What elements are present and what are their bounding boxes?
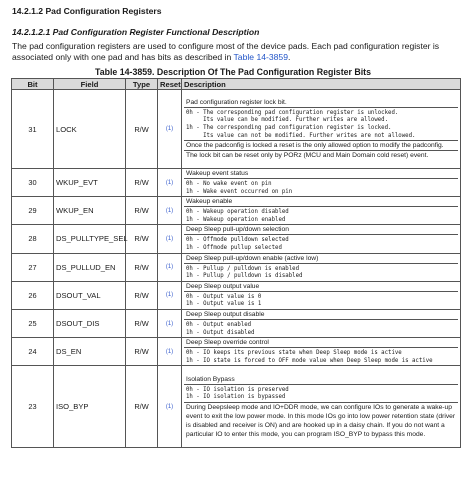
field-name-cell: DSOUT_VAL [54,281,126,309]
intro-paragraph [12,41,458,63]
access-type-cell: R/W [126,90,158,169]
access-type-cell: R/W [126,366,158,448]
bit-number-cell: 27 [12,253,54,281]
description-title: Wakeup enable [184,197,458,207]
subsection-heading: 14.2.1.2.1 Pad Configuration Register Functional Description [12,27,260,37]
value-line: 1h - IO isolation is bypassed [186,394,286,401]
table-caption: Table 14-3859. Description Of The Pad Configuration Register Bits [94,67,371,77]
value-line: 0h - The corresponding pad configuration register is unlocked. [186,109,399,116]
description-cell [182,253,461,281]
description-cell [182,225,461,253]
value-line: 0h - Wakeup operation disabled [186,209,289,216]
table-row [12,225,461,253]
value-line: 1h - Wake event occurred on pin [186,188,293,195]
description-title: Pad configuration register lock bit. [184,98,458,108]
field-name-cell: WKUP_EVT [54,169,126,197]
column-header-reset: Reset [158,79,182,90]
column-header-field: Field [54,79,126,90]
bit-number-cell: 28 [12,225,54,253]
reset-footnote-link[interactable]: (1) [158,225,182,253]
section-heading: 14.2.1.2 Pad Configuration Registers [12,6,162,16]
intro-text: The pad configuration registers are used to configure most of the device pads. Each pad configuration register is associated only with one pad and has bits as described in [12,41,440,62]
value-line: 1h - Output disabled [186,329,255,336]
value-line: 0h - IO isolation is preserved [186,386,289,393]
table-row [12,90,461,169]
description-cell [182,281,461,309]
table-row [12,281,461,309]
description-cell [182,366,461,448]
access-type-cell: R/W [126,225,158,253]
value-line: 0h - Pullup / pulldown is enabled [186,265,299,272]
table-row [12,169,461,197]
value-line: 1h - Pullup / pulldown is disabled [186,273,303,280]
value-line: 0h - IO keeps its previous state when Deep Sleep mode is active [186,350,402,357]
bit-number-cell: 31 [12,90,54,169]
description-note: Once the padconfig is locked a reset is the only allowed option to modify the padconfig. [184,140,458,150]
field-name-cell: DS_EN [54,338,126,366]
reset-footnote-link[interactable]: (1) [158,253,182,281]
description-cell [182,90,461,169]
table-row [12,366,461,448]
description-title: Isolation Bypass [184,375,458,385]
access-type-cell: R/W [126,338,158,366]
table-header-row [12,79,461,90]
value-line: 1h - IO state is forced to OFF mode value when Deep Sleep mode is active [186,357,433,364]
access-type-cell: R/W [126,281,158,309]
field-name-cell: ISO_BYP [54,366,126,448]
column-header-description: Description [182,79,461,90]
field-name-cell: WKUP_EN [54,197,126,225]
description-title: Deep Sleep pull-up/down enable (active low) [184,254,458,264]
value-line: 0h - Output value is 0 [186,293,262,300]
reset-footnote-link[interactable]: (1) [158,169,182,197]
access-type-cell: R/W [126,309,158,337]
description-cell [182,197,461,225]
table-row [12,253,461,281]
column-header-bit: Bit [12,79,54,90]
description-note: The lock bit can be reset only by PORz (MCU and Main Domain cold reset) event. [184,150,458,160]
table-row [12,309,461,337]
bit-number-cell: 26 [12,281,54,309]
table-link[interactable]: Table 14-3859 [233,52,288,62]
reset-footnote-link[interactable]: (1) [158,338,182,366]
value-line: 1h - The corresponding pad configuration register is locked. [186,125,392,131]
description-cell [182,338,461,366]
bit-number-cell: 23 [12,366,54,448]
description-cell [182,169,461,197]
value-line: Its value can not be modified. Further writes are not allowed. [186,132,416,139]
field-name-cell: DS_PULLTYPE_SEL [54,225,126,253]
reset-footnote-link[interactable]: (1) [158,197,182,225]
value-line: 1h - Wakeup operation enabled [186,216,286,223]
value-line: 1h - Offmode pullup selected [186,244,282,251]
access-type-cell: R/W [126,169,158,197]
value-line: Its value can be modified. Further writes are allowed. [186,117,389,124]
reset-footnote-link[interactable]: (1) [158,309,182,337]
description-title: Wakeup event status [184,169,458,179]
value-line: 1h - Output value is 1 [186,301,262,308]
value-line: 0h - No wake event on pin [186,181,272,187]
reset-footnote-link[interactable]: (1) [158,281,182,309]
description-note: During Deepsleep mode and IO+DDR mode, we can configure IOs to generate a wake-up event to exit the low power mode. In this mode IOs go into low power retention state (driver is disabled and receiver is ON) and are hooked up in a daisy chain. If you do not want a particular IO to enter this mode, you can program ISO_BYP to bypass this mode. [184,402,458,439]
table-row [12,197,461,225]
bit-number-cell: 29 [12,197,54,225]
bit-number-cell: 30 [12,169,54,197]
bit-number-cell: 24 [12,338,54,366]
reset-footnote-link[interactable]: (1) [158,90,182,169]
reset-footnote-link[interactable]: (1) [158,366,182,448]
access-type-cell: R/W [126,253,158,281]
bit-number-cell: 25 [12,309,54,337]
value-line: 0h - Offmode pulldown selected [186,237,289,244]
intro-end: . [288,52,291,62]
value-line: 0h - Output enabled [186,321,252,328]
table-row [12,338,461,366]
field-name-cell: LOCK [54,90,126,169]
description-cell [182,309,461,337]
description-title: Deep Sleep pull-up/down selection [184,225,458,235]
description-title: Deep Sleep output disable [184,310,458,320]
field-name-cell: DS_PULLUD_EN [54,253,126,281]
access-type-cell: R/W [126,197,158,225]
column-header-type: Type [126,79,158,90]
description-title: Deep Sleep output value [184,282,458,292]
field-name-cell: DSOUT_DIS [54,309,126,337]
register-table [11,78,461,448]
description-title: Deep Sleep override control [184,338,458,348]
